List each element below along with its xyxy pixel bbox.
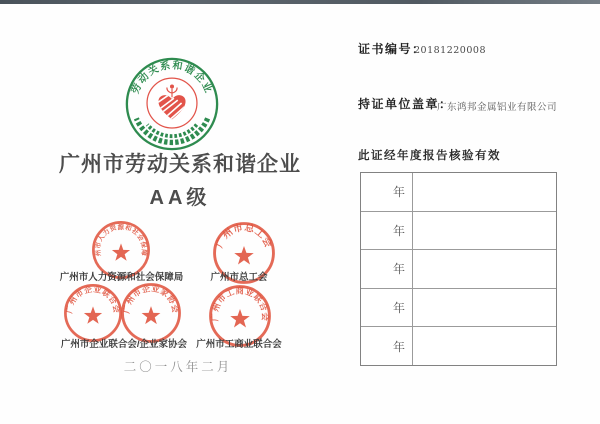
harmonious-enterprise-emblem — [124, 56, 220, 152]
verification-table-row — [361, 173, 556, 212]
year-value-cell — [413, 289, 556, 327]
year-label-cell: 年 — [361, 173, 413, 211]
verification-table-row — [361, 212, 556, 251]
seal-caption-trade-unions: 广州市总工会 — [210, 272, 268, 283]
year-label-cell: 年 — [361, 289, 413, 327]
seal-svg — [63, 283, 123, 343]
holder-stamp-label: 持证单位盖章： — [358, 97, 453, 111]
annual-verification-note: 此证经年度报告核验有效 — [358, 150, 501, 162]
svg-text:广州市企业联合会: 广州市企业联合会 — [64, 284, 122, 315]
seal-svg — [120, 282, 182, 344]
seal-caption-industry-commerce: 广州市工商业联合会 — [196, 339, 282, 350]
star-icon — [234, 246, 253, 264]
certificate-number-label: 证书编号： — [358, 42, 426, 56]
year-value-cell — [413, 327, 556, 365]
year-value-cell — [413, 250, 556, 288]
year-label-cell: 年 — [361, 327, 413, 365]
issue-date: 二〇一八年二月 — [123, 360, 233, 374]
seal-caption-enterprise-assoc: 广州市企业联合会/企业家协会 — [60, 339, 188, 350]
certificate-title: 广州市劳动关系和谐企业 — [59, 153, 301, 176]
certificate-number-value: 20181220008 — [414, 45, 486, 56]
year-value-cell — [413, 212, 556, 250]
svg-text:广州市人力资源和社会保障局: 州市人力资源和社会保障 — [94, 224, 148, 257]
svg-text:广州市工商业联合会: 广州市工商业联合会 — [209, 285, 271, 322]
star-icon — [142, 306, 161, 324]
year-label-cell: 年 — [361, 212, 413, 250]
year-value-cell — [413, 173, 556, 211]
seal-caption-hr-bureau: 广州市人力资源和社会保障局 — [59, 272, 184, 283]
seal-entrepreneurs-association — [120, 282, 182, 344]
emblem-svg — [124, 56, 220, 152]
svg-text:广州市总工会: 广州市总工会 — [214, 222, 274, 250]
annual-verification-table — [360, 172, 557, 366]
certificate-grade: AA级 — [149, 187, 211, 209]
scanner-edge-strip — [0, 0, 600, 4]
emblem-ring-text: 劳动关系和谐企业 — [130, 60, 214, 96]
star-icon — [84, 306, 102, 323]
star-icon — [230, 309, 249, 327]
seal-enterprise-confederation — [63, 283, 123, 343]
verification-table-row — [361, 327, 556, 365]
verification-table-row — [361, 289, 556, 328]
svg-text:广州市企业家协会: 广州市企业家协会 — [121, 284, 181, 315]
verification-table-row — [361, 250, 556, 289]
holder-company-name: 广东鸿邦金属铝业有限公司 — [437, 102, 558, 113]
star-icon — [112, 243, 130, 260]
year-label-cell: 年 — [361, 250, 413, 288]
